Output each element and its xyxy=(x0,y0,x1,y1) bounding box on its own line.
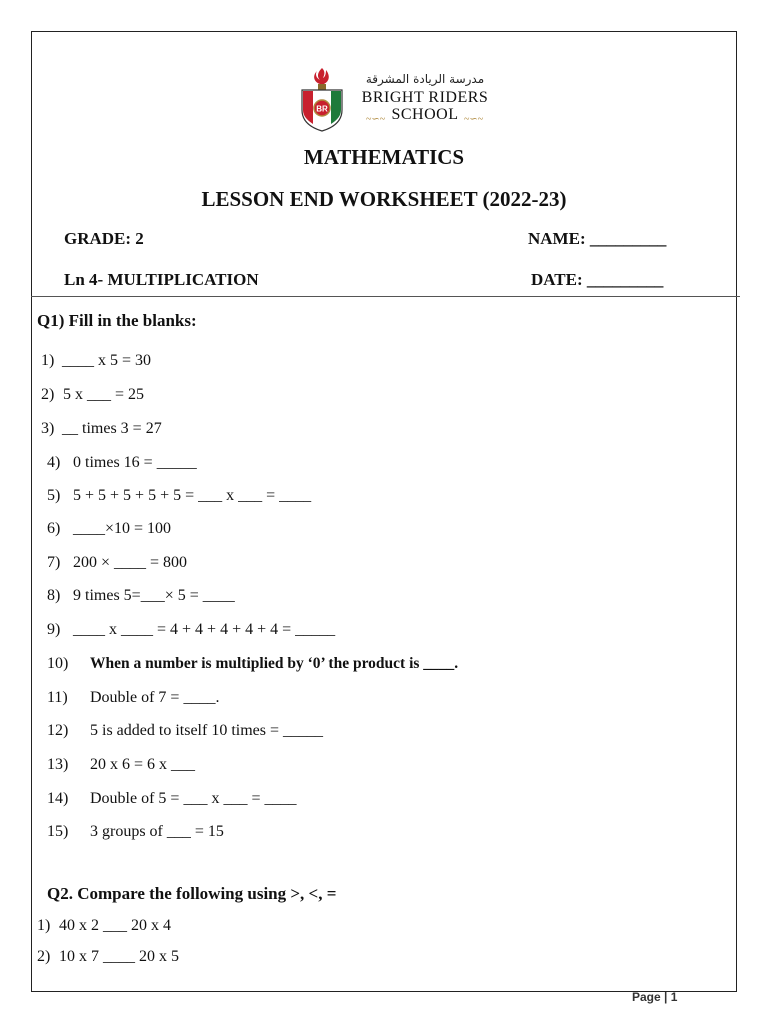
item-number: 6) xyxy=(47,520,61,537)
item-text: ____×10 = 100 xyxy=(73,520,172,537)
name-field: NAME: _________ xyxy=(528,229,667,248)
subject-title: MATHEMATICS xyxy=(303,145,465,169)
item-number: 12) xyxy=(47,722,69,739)
svg-text:BR: BR xyxy=(316,104,328,114)
list-item xyxy=(47,722,323,740)
item-number: 9) xyxy=(47,621,61,638)
list-item xyxy=(47,655,459,673)
q2-heading: Q2. Compare the following using >, <, = xyxy=(47,884,337,903)
school-name-line1: BRIGHT RIDERS xyxy=(361,89,489,106)
ornament-right-icon: ~∽~ xyxy=(464,114,484,125)
item-text: 5 + 5 + 5 + 5 + 5 = ___ x ___ = ____ xyxy=(73,487,312,504)
item-number: 8) xyxy=(47,587,61,604)
item-number: 14) xyxy=(47,790,69,807)
item-number: 3) xyxy=(41,420,55,437)
list-item xyxy=(41,352,152,370)
item-number: 13) xyxy=(47,756,69,773)
item-number: 1) xyxy=(37,917,51,934)
list-item xyxy=(47,554,188,572)
item-number: 1) xyxy=(41,352,55,369)
item-text: __ times 3 = 27 xyxy=(62,420,162,437)
item-text: When a number is multiplied by ‘0’ the product is ____. xyxy=(90,655,459,672)
item-text: 5 is added to itself 10 times = _____ xyxy=(90,722,323,739)
list-item xyxy=(47,823,224,841)
list-item xyxy=(41,386,145,404)
list-item xyxy=(37,948,179,966)
list-item xyxy=(37,917,171,935)
header-divider xyxy=(31,296,740,297)
item-text: 9 times 5=___× 5 = ____ xyxy=(73,587,235,604)
school-logo xyxy=(298,66,498,136)
list-item xyxy=(47,689,220,707)
q1-heading: Q1) Fill in the blanks: xyxy=(37,311,197,330)
item-text: ____ x ____ = 4 + 4 + 4 + 4 + 4 = _____ xyxy=(73,621,336,638)
page-number: Page | 1 xyxy=(632,990,678,1004)
item-text: Double of 7 = ____. xyxy=(90,689,220,706)
item-text: 5 x ___ = 25 xyxy=(63,386,145,403)
date-field: DATE: _________ xyxy=(531,270,664,289)
page-border xyxy=(31,31,737,992)
school-name-line2: SCHOOL xyxy=(391,106,459,123)
grade-label: GRADE: 2 xyxy=(64,229,144,248)
ornament-left-icon: ~∽~ xyxy=(366,114,386,125)
item-text: 20 x 6 = 6 x ___ xyxy=(90,756,196,773)
item-text: 200 × ____ = 800 xyxy=(73,554,188,571)
lesson-label: Ln 4- MULTIPLICATION xyxy=(64,270,259,289)
list-item xyxy=(47,756,196,774)
item-text: ____ x 5 = 30 xyxy=(62,352,152,369)
list-item xyxy=(47,621,336,639)
item-text: 40 x 2 ___ 20 x 4 xyxy=(59,917,171,934)
worksheet-title: LESSON END WORKSHEET (2022-23) xyxy=(201,187,567,211)
item-text: Double of 5 = ___ x ___ = ____ xyxy=(90,790,297,807)
item-number: 2) xyxy=(37,948,51,965)
school-crest-icon xyxy=(298,66,346,132)
list-item xyxy=(47,454,197,472)
item-number: 5) xyxy=(47,487,61,504)
item-number: 4) xyxy=(47,454,61,471)
list-item xyxy=(47,587,235,605)
item-number: 15) xyxy=(47,823,69,840)
item-number: 2) xyxy=(41,386,55,403)
list-item xyxy=(41,420,162,438)
list-item xyxy=(47,790,297,808)
item-text: 0 times 16 = _____ xyxy=(73,454,197,471)
school-name-arabic: مدرسة الريادة المشرقة xyxy=(365,72,485,86)
item-text: 3 groups of ___ = 15 xyxy=(90,823,224,840)
item-number: 11) xyxy=(47,689,68,706)
list-item xyxy=(47,520,172,538)
item-number: 10) xyxy=(47,655,69,672)
list-item xyxy=(47,487,312,505)
item-number: 7) xyxy=(47,554,61,571)
item-text: 10 x 7 ____ 20 x 5 xyxy=(59,948,179,965)
